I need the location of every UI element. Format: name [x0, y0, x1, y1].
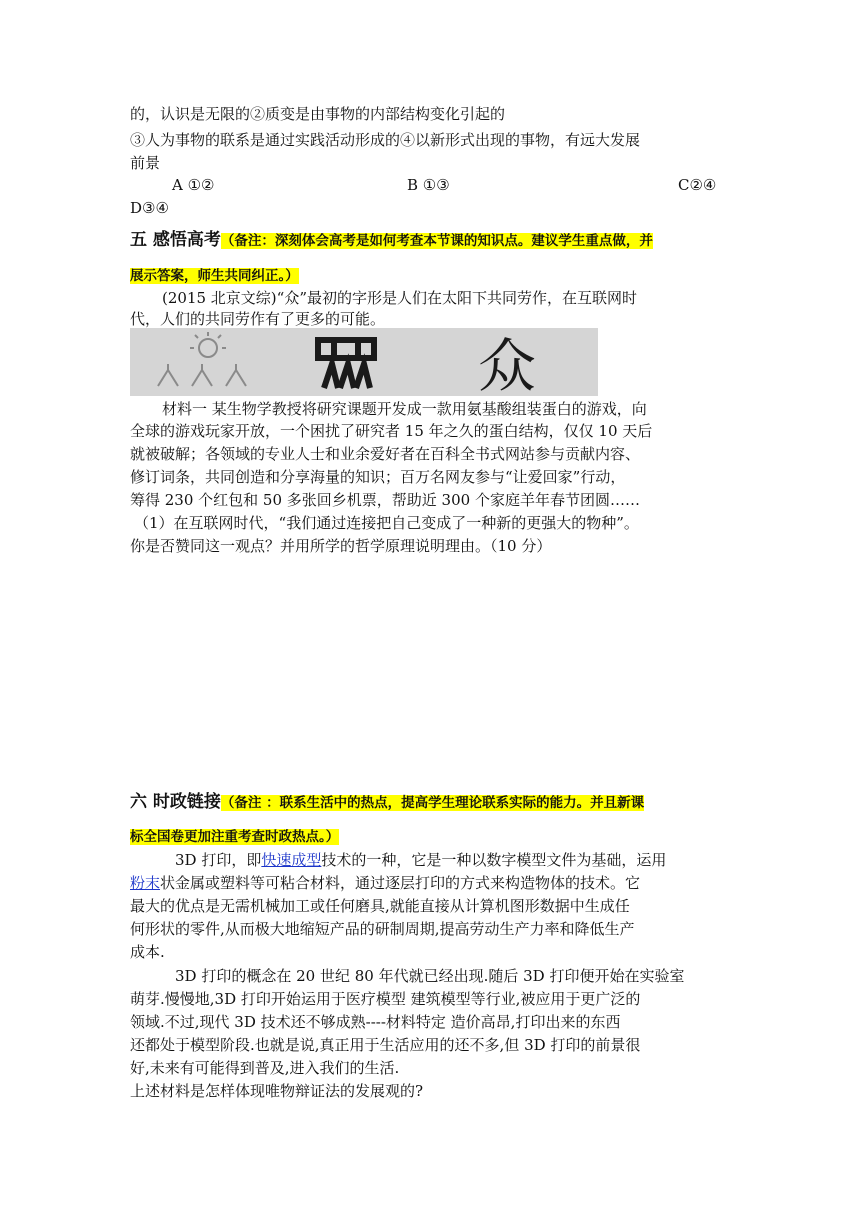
question-line: 上述材料是怎样体现唯物辩证法的发展观的? — [130, 1082, 424, 1100]
paragraph-line: 好,未来有可能得到普及,进入我们的生活. — [130, 1059, 400, 1077]
section6-note-cont — [130, 824, 339, 848]
section5-note-cont — [130, 263, 299, 287]
text-span: 状金属或塑料等可粘合材料，通过逐层打印的方式来构造物体的技术。它 — [160, 874, 641, 892]
question-line: 你是否赞同这一观点？并用所学的哲学原理说明理由。（10 分） — [130, 537, 552, 555]
section5-intro: 代，人们的共同劳作有了更多的可能。 — [130, 310, 386, 328]
material-line: 修订词条，共同创造和分享海量的知识；百万名网友参与“让爱回家”行动， — [130, 468, 626, 486]
section6-note-2: 标全国卷更加注重考查时政热点。） — [130, 829, 340, 845]
section5-note: （备注：深刻体会高考是如何考查本节课的知识点。建议学生重点做，并 — [220, 233, 653, 249]
section6-note: （备注 ：联系生活中的热点，提高学生理论联系实际的能力。并且新课 — [220, 795, 645, 811]
material-line: 就被破解；各领域的专业人士和业余爱好者在百科全书式网站参与贡献内容、 — [130, 445, 641, 463]
option-b: B ①③ — [407, 176, 450, 194]
section5-note-2: 展示答案，师生共同纠正。） — [130, 268, 299, 284]
paragraph-line: 萌芽.慢慢地,3D 打印开始运用于医疗模型 建筑模型等行业,被应用于更广泛的 — [130, 990, 641, 1008]
link-powder[interactable]: 粉末 — [130, 874, 161, 892]
question-line: （1）在互联网时代，“我们通过连接把自己变成了一种新的更强大的物种”。 — [134, 514, 639, 532]
paragraph-line: 领域.不过,现代 3D 技术还不够成熟----材料特定 造价高昂,打印出来的东西 — [130, 1013, 621, 1031]
material-line: 筹得 230 个红包和 50 多张回乡机票，帮助近 300 个家庭羊年春节团圆…… — [130, 491, 640, 509]
paragraph-line: 成本. — [130, 943, 165, 961]
section6-header — [130, 790, 644, 814]
section6-title: 六 时政链接 — [130, 792, 221, 812]
paragraph-line: 3D 打印的概念在 20 世纪 80 年代就已经出现.随后 3D 打印便开始在实验室 — [175, 967, 685, 985]
paragraph-line: 还都处于模型阶段.也就是说,真正用于生活应用的还不多,但 3D 打印的前景很 — [130, 1036, 641, 1054]
link-rapid-prototyping[interactable]: 快速成型 — [261, 851, 322, 869]
option-d: D③④ — [130, 199, 169, 217]
section5-intro: (2015 北京文综)“众”最初的字形是人们在太阳下共同劳作，在互联网时 — [162, 289, 637, 307]
character-evolution-image — [130, 328, 598, 396]
text-line: ③人为事物的联系是通过实践活动形成的④以新形式出现的事物，有远大发展 — [130, 131, 641, 149]
section5-header — [130, 228, 653, 252]
paragraph-line: 最大的优点是无需机械加工或任何磨具,就能直接从计算机图形数据中生成任 — [130, 897, 630, 915]
text-span: 技术的一种，它是一种以数字模型文件为基础，运用 — [321, 851, 667, 869]
material-line: 全球的游戏玩家开放，一个困扰了研究者 15 年之久的蛋白结构，仅仅 10 天后 — [130, 422, 653, 440]
text-line: 前景 — [130, 154, 161, 172]
paragraph-line: 何形状的零件,从而极大地缩短产品的研制周期,提高劳动生产力率和降低生产 — [130, 920, 635, 938]
material-line: 材料一 某生物学教授将研究课题开发成一款用氨基酸组装蛋白的游戏，向 — [162, 400, 647, 418]
paragraph-line — [130, 873, 640, 893]
modern-glyph: 众 — [478, 332, 537, 396]
option-c: C②④ — [678, 176, 717, 194]
text-line: 的，认识是无限的②质变是由事物的内部结构变化引起的 — [130, 105, 506, 123]
text-span: 3D 打印，即 — [175, 851, 262, 869]
section5-title: 五 感悟高考 — [130, 230, 221, 250]
paragraph-line — [175, 850, 666, 870]
option-a: A ①② — [172, 176, 215, 194]
